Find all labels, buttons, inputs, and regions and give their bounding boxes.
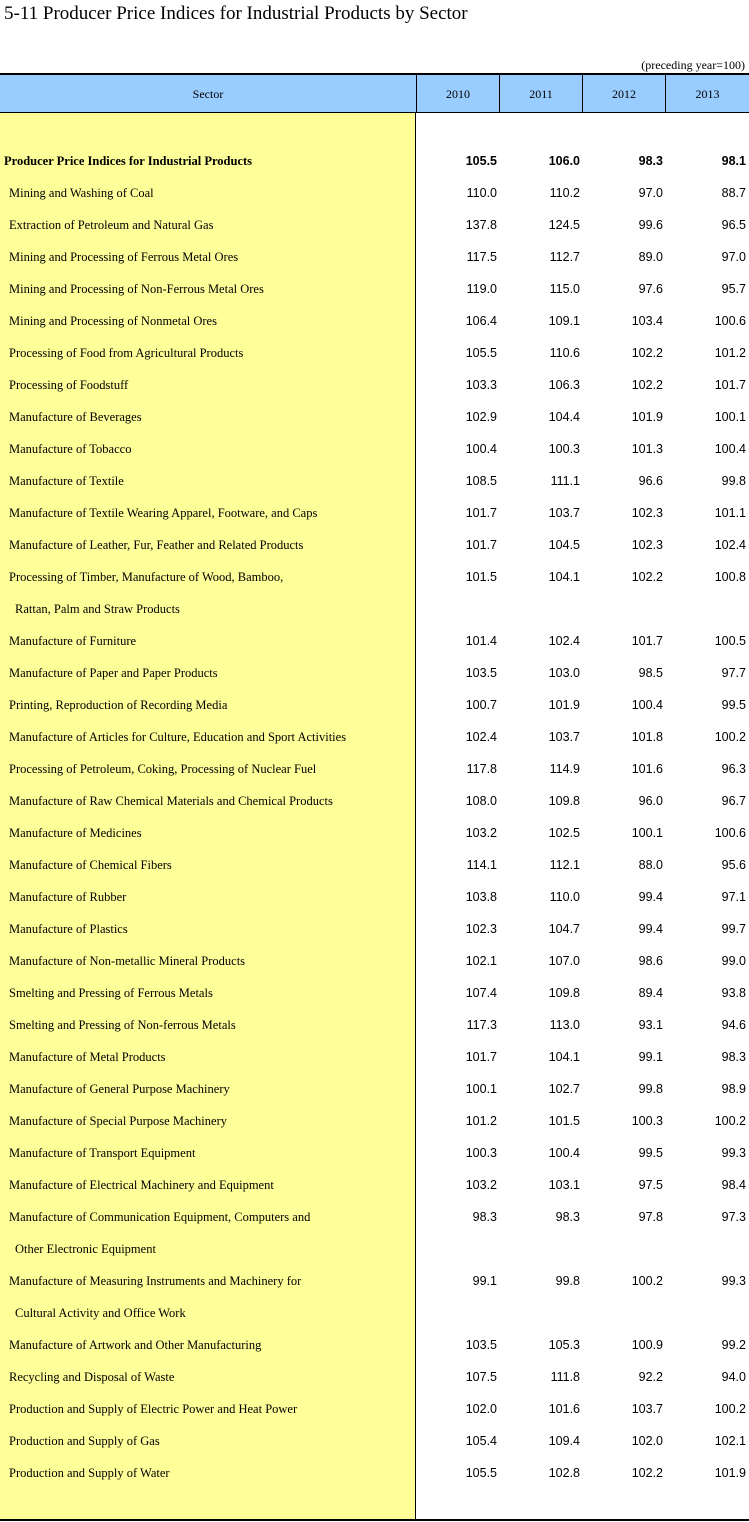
value-2012: 97.6 xyxy=(638,282,663,296)
value-2012: 102.2 xyxy=(631,1466,663,1480)
value-2011: 107.0 xyxy=(548,954,580,968)
value-2010: 103.5 xyxy=(465,1338,497,1352)
sector-label: Mining and Processing of Nonmetal Ores xyxy=(9,314,217,328)
value-2010: 137.8 xyxy=(465,218,497,232)
value-2010: 105.5 xyxy=(465,346,497,360)
value-2013: 100.2 xyxy=(714,1402,746,1416)
sector-label: Manufacture of Chemical Fibers xyxy=(9,858,172,872)
value-2013: 95.7 xyxy=(721,282,746,296)
sector-label: Manufacture of General Purpose Machinery xyxy=(9,1082,230,1096)
sector-label: Manufacture of Textile xyxy=(9,474,124,488)
value-2010: 117.3 xyxy=(466,1018,497,1032)
value-2013: 96.7 xyxy=(721,794,746,808)
value-2013: 100.2 xyxy=(714,1114,746,1128)
value-2010: 108.0 xyxy=(465,794,497,808)
sector-label: Manufacture of Special Purpose Machinery xyxy=(9,1114,227,1128)
sector-label: Smelting and Pressing of Non-ferrous Metals xyxy=(9,1018,236,1032)
value-2010: 101.7 xyxy=(465,538,497,552)
value-2013: 98.1 xyxy=(721,154,746,168)
value-2013: 101.1 xyxy=(714,506,746,520)
value-2011: 111.8 xyxy=(550,1370,580,1384)
sector-label: Manufacture of Plastics xyxy=(9,922,128,936)
table-row xyxy=(0,145,749,177)
value-2012: 98.3 xyxy=(638,154,663,168)
value-2012: 101.7 xyxy=(631,634,663,648)
value-2013: 97.3 xyxy=(721,1210,746,1224)
value-2010: 107.4 xyxy=(465,986,497,1000)
value-2013: 94.0 xyxy=(721,1370,746,1384)
value-2013: 97.7 xyxy=(721,666,746,680)
table-row-continuation xyxy=(0,593,749,625)
sector-label: Extraction of Petroleum and Natural Gas xyxy=(9,218,214,232)
unit-note: (preceding year=100) xyxy=(641,58,745,72)
value-2012: 101.9 xyxy=(631,410,663,424)
value-2011: 102.8 xyxy=(548,1466,580,1480)
value-2012: 101.8 xyxy=(631,730,663,744)
value-2010: 103.2 xyxy=(465,826,497,840)
header-sector: Sector xyxy=(192,87,224,101)
value-2012: 101.3 xyxy=(631,442,663,456)
value-2010: 100.1 xyxy=(465,1082,497,1096)
table-row xyxy=(0,401,749,433)
value-2012: 92.2 xyxy=(638,1370,663,1384)
value-2010: 100.7 xyxy=(465,698,497,712)
value-2013: 96.3 xyxy=(721,762,746,776)
value-2013: 100.6 xyxy=(714,826,746,840)
table-body xyxy=(0,113,749,1521)
value-2010: 105.4 xyxy=(465,1434,497,1448)
data-table xyxy=(0,73,749,1521)
value-2013: 101.7 xyxy=(714,378,746,392)
table-row xyxy=(0,753,749,785)
table-row xyxy=(0,305,749,337)
value-2011: 113.0 xyxy=(549,1018,580,1032)
table-row xyxy=(0,625,749,657)
value-2011: 110.0 xyxy=(549,890,580,904)
value-2011: 110.2 xyxy=(549,186,580,200)
sector-label: Processing of Foodstuff xyxy=(9,378,129,392)
header-year-2011: 2011 xyxy=(499,75,582,113)
sector-label: Recycling and Disposal of Waste xyxy=(9,1370,175,1384)
value-2011: 104.1 xyxy=(548,1050,580,1064)
value-2012: 89.4 xyxy=(638,986,663,1000)
value-2010: 102.1 xyxy=(465,954,497,968)
value-2010: 101.4 xyxy=(465,634,497,648)
sector-label: Manufacture of Non-metallic Mineral Products xyxy=(9,954,246,968)
table-row xyxy=(0,1137,749,1169)
sector-label: Manufacture of Transport Equipment xyxy=(9,1146,196,1160)
value-2012: 99.4 xyxy=(638,890,663,904)
table-row xyxy=(0,913,749,945)
sector-label: Smelting and Pressing of Ferrous Metals xyxy=(9,986,213,1000)
value-2012: 99.4 xyxy=(638,922,663,936)
sector-label: Production and Supply of Electric Power and Heat Power xyxy=(9,1402,298,1416)
value-2013: 100.6 xyxy=(714,314,746,328)
value-2011: 109.8 xyxy=(548,794,580,808)
sector-label: Manufacture of Rubber xyxy=(9,890,127,904)
value-2013: 100.1 xyxy=(714,410,746,424)
sector-label: Manufacture of Beverages xyxy=(9,410,142,424)
value-2012: 99.5 xyxy=(638,1146,663,1160)
value-2013: 98.4 xyxy=(721,1178,746,1192)
value-2012: 89.0 xyxy=(638,250,663,264)
value-2010: 107.5 xyxy=(465,1370,497,1384)
value-2010: 103.3 xyxy=(465,378,497,392)
value-2012: 102.2 xyxy=(631,346,663,360)
value-2011: 104.1 xyxy=(548,570,580,584)
sector-label: Manufacture of Communication Equipment, Computers and xyxy=(9,1210,311,1224)
table-row xyxy=(0,1457,749,1489)
value-2011: 112.7 xyxy=(549,250,580,264)
table-row xyxy=(0,465,749,497)
sector-label: Mining and Processing of Ferrous Metal Ores xyxy=(9,250,239,264)
table-row xyxy=(0,1361,749,1393)
value-2013: 99.7 xyxy=(721,922,746,936)
table-row xyxy=(0,1169,749,1201)
value-2011: 102.5 xyxy=(548,826,580,840)
value-2011: 101.5 xyxy=(548,1114,580,1128)
value-2013: 99.0 xyxy=(721,954,746,968)
value-2012: 103.4 xyxy=(631,314,663,328)
value-2010: 101.7 xyxy=(465,1050,497,1064)
value-2011: 104.7 xyxy=(548,922,580,936)
value-2013: 99.3 xyxy=(721,1274,746,1288)
sector-label: Processing of Food from Agricultural Products xyxy=(9,346,244,360)
sector-label: Manufacture of Textile Wearing Apparel, Footware, and Caps xyxy=(9,506,318,520)
table-row xyxy=(0,241,749,273)
value-2012: 96.0 xyxy=(638,794,663,808)
value-2012: 96.6 xyxy=(638,474,663,488)
value-2011: 104.5 xyxy=(548,538,580,552)
sector-label: Manufacture of Artwork and Other Manufacturing xyxy=(9,1338,262,1352)
sector-label: Processing of Petroleum, Coking, Processing of Nuclear Fuel xyxy=(9,762,317,776)
value-2012: 101.6 xyxy=(631,762,663,776)
header-year-2013: 2013 xyxy=(665,75,749,113)
value-2011: 102.7 xyxy=(548,1082,580,1096)
value-2013: 94.6 xyxy=(721,1018,746,1032)
value-2010: 114.1 xyxy=(466,858,497,872)
value-2013: 95.6 xyxy=(721,858,746,872)
value-2013: 93.8 xyxy=(721,986,746,1000)
value-2011: 115.0 xyxy=(549,282,580,296)
sector-label: Manufacture of Paper and Paper Products xyxy=(9,666,218,680)
value-2013: 97.0 xyxy=(721,250,746,264)
value-2013: 97.1 xyxy=(721,890,746,904)
sector-label: Mining and Processing of Non-Ferrous Metal Ores xyxy=(9,282,264,296)
value-2011: 102.4 xyxy=(548,634,580,648)
value-2010: 102.3 xyxy=(465,922,497,936)
value-2012: 98.6 xyxy=(638,954,663,968)
page-title: 5-11 Producer Price Indices for Industrial Products by Sector xyxy=(4,3,468,24)
value-2012: 99.8 xyxy=(638,1082,663,1096)
value-2011: 114.9 xyxy=(549,762,580,776)
value-2012: 97.0 xyxy=(638,186,663,200)
sector-label: Manufacture of Electrical Machinery and Equipment xyxy=(9,1178,274,1192)
value-2013: 102.4 xyxy=(714,538,746,552)
sector-label-continued: Cultural Activity and Office Work xyxy=(15,1306,186,1320)
sector-label: Manufacture of Articles for Culture, Education and Sport Activities xyxy=(9,730,347,744)
value-2010: 102.0 xyxy=(465,1402,497,1416)
value-2010: 102.4 xyxy=(465,730,497,744)
value-2010: 117.8 xyxy=(466,762,497,776)
sector-label: Manufacture of Metal Products xyxy=(9,1050,166,1064)
sector-label: Processing of Timber, Manufacture of Wood, Bamboo, xyxy=(9,570,284,584)
sector-label: Mining and Washing of Coal xyxy=(9,186,154,200)
table-header xyxy=(0,73,749,113)
table-row xyxy=(0,945,749,977)
value-2013: 100.4 xyxy=(714,442,746,456)
value-2012: 102.0 xyxy=(631,1434,663,1448)
table-row xyxy=(0,1041,749,1073)
value-2012: 97.5 xyxy=(638,1178,663,1192)
table-row xyxy=(0,1329,749,1361)
value-2011: 106.0 xyxy=(548,154,580,168)
sector-label: Manufacture of Medicines xyxy=(9,826,142,840)
table-row xyxy=(0,529,749,561)
table-row xyxy=(0,977,749,1009)
table-row xyxy=(0,881,749,913)
table-row xyxy=(0,1265,749,1297)
table-row xyxy=(0,689,749,721)
header-year-2010: 2010 xyxy=(416,75,499,113)
table-row xyxy=(0,209,749,241)
value-2011: 100.3 xyxy=(548,442,580,456)
value-2011: 100.4 xyxy=(548,1146,580,1160)
value-2013: 101.9 xyxy=(714,1466,746,1480)
value-2010: 106.4 xyxy=(465,314,497,328)
value-2013: 101.2 xyxy=(714,346,746,360)
value-2010: 103.5 xyxy=(465,666,497,680)
value-2010: 100.3 xyxy=(465,1146,497,1160)
value-2013: 100.2 xyxy=(714,730,746,744)
value-2012: 100.3 xyxy=(631,1114,663,1128)
value-2010: 101.7 xyxy=(465,506,497,520)
value-2012: 102.2 xyxy=(631,570,663,584)
table-row-continuation xyxy=(0,1297,749,1329)
value-2012: 88.0 xyxy=(638,858,663,872)
sector-label: Manufacture of Measuring Instruments and Machinery for xyxy=(9,1274,302,1288)
value-2011: 124.5 xyxy=(548,218,580,232)
value-2010: 108.5 xyxy=(465,474,497,488)
value-2011: 99.8 xyxy=(555,1274,580,1288)
value-2012: 102.3 xyxy=(631,506,663,520)
table-row xyxy=(0,1009,749,1041)
value-2011: 109.4 xyxy=(548,1434,580,1448)
sector-label: Manufacture of Raw Chemical Materials and Chemical Products xyxy=(9,794,333,808)
table-row xyxy=(0,177,749,209)
value-2013: 99.2 xyxy=(721,1338,746,1352)
table-row xyxy=(0,817,749,849)
value-2013: 99.3 xyxy=(721,1146,746,1160)
value-2012: 100.1 xyxy=(631,826,663,840)
value-2011: 103.7 xyxy=(548,730,580,744)
table-row xyxy=(0,657,749,689)
value-2010: 99.1 xyxy=(472,1274,497,1288)
value-2012: 100.2 xyxy=(631,1274,663,1288)
value-2010: 103.8 xyxy=(465,890,497,904)
value-2012: 100.9 xyxy=(631,1338,663,1352)
sector-label: Printing, Reproduction of Recording Media xyxy=(9,698,228,712)
value-2012: 102.3 xyxy=(631,538,663,552)
value-2011: 109.1 xyxy=(548,314,580,328)
table-row xyxy=(0,369,749,401)
value-2011: 104.4 xyxy=(548,410,580,424)
value-2013: 102.1 xyxy=(714,1434,746,1448)
table-row xyxy=(0,785,749,817)
table-row xyxy=(0,1425,749,1457)
sector-label: Manufacture of Leather, Fur, Feather and Related Products xyxy=(9,538,304,552)
value-2013: 96.5 xyxy=(721,218,746,232)
value-2012: 93.1 xyxy=(638,1018,663,1032)
value-2013: 99.5 xyxy=(721,698,746,712)
sector-label: Manufacture of Tobacco xyxy=(9,442,132,456)
value-2011: 103.7 xyxy=(548,506,580,520)
table-row xyxy=(0,721,749,753)
value-2011: 112.1 xyxy=(549,858,580,872)
value-2011: 106.3 xyxy=(548,378,580,392)
value-2010: 103.2 xyxy=(465,1178,497,1192)
table-row xyxy=(0,433,749,465)
table-row xyxy=(0,849,749,881)
value-2013: 100.5 xyxy=(714,634,746,648)
table-row xyxy=(0,1201,749,1233)
table-row xyxy=(0,497,749,529)
sector-label: Production and Supply of Water xyxy=(9,1466,170,1480)
value-2011: 109.8 xyxy=(548,986,580,1000)
value-2011: 101.6 xyxy=(548,1402,580,1416)
value-2012: 103.7 xyxy=(631,1402,663,1416)
table-row xyxy=(0,561,749,593)
value-2010: 98.3 xyxy=(472,1210,497,1224)
value-2012: 98.5 xyxy=(638,666,663,680)
value-2013: 99.8 xyxy=(721,474,746,488)
value-2012: 99.6 xyxy=(638,218,663,232)
value-2010: 101.2 xyxy=(465,1114,497,1128)
value-2010: 119.0 xyxy=(466,282,497,296)
value-2011: 105.3 xyxy=(548,1338,580,1352)
value-2011: 103.1 xyxy=(548,1178,580,1192)
value-2013: 98.3 xyxy=(721,1050,746,1064)
value-2012: 97.8 xyxy=(638,1210,663,1224)
value-2010: 102.9 xyxy=(465,410,497,424)
value-2010: 105.5 xyxy=(465,1466,497,1480)
table-row-continuation xyxy=(0,1233,749,1265)
table-row xyxy=(0,1393,749,1425)
value-2011: 111.1 xyxy=(550,474,580,488)
value-2010: 101.5 xyxy=(465,570,497,584)
table-row xyxy=(0,273,749,305)
sector-label-continued: Other Electronic Equipment xyxy=(15,1242,156,1256)
sector-label: Production and Supply of Gas xyxy=(9,1434,160,1448)
value-2013: 88.7 xyxy=(721,186,746,200)
header-year-2012: 2012 xyxy=(582,75,665,113)
value-2010: 105.5 xyxy=(465,154,497,168)
value-2011: 103.0 xyxy=(548,666,580,680)
value-2012: 99.1 xyxy=(638,1050,663,1064)
value-2012: 102.2 xyxy=(631,378,663,392)
sector-label: Manufacture of Furniture xyxy=(9,634,137,648)
value-2013: 100.8 xyxy=(714,570,746,584)
table-row xyxy=(0,1073,749,1105)
table-row xyxy=(0,1105,749,1137)
value-2011: 98.3 xyxy=(555,1210,580,1224)
table-row xyxy=(0,337,749,369)
value-2013: 98.9 xyxy=(721,1082,746,1096)
value-2011: 101.9 xyxy=(548,698,580,712)
value-2012: 100.4 xyxy=(631,698,663,712)
value-2010: 110.0 xyxy=(466,186,497,200)
sector-label: Producer Price Indices for Industrial Products xyxy=(4,154,253,168)
value-2011: 110.6 xyxy=(549,346,580,360)
value-2010: 100.4 xyxy=(465,442,497,456)
value-2010: 117.5 xyxy=(466,250,497,264)
sector-label-continued: Rattan, Palm and Straw Products xyxy=(15,602,180,616)
